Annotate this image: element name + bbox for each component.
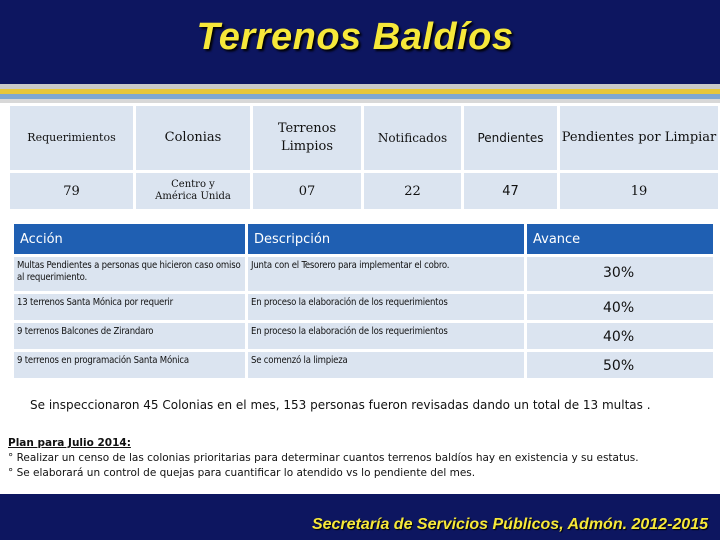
action-row-4-accion: 9 terrenos en programación Santa Mónica (14, 352, 245, 378)
stat-value-colonias: Centro y América Unida (136, 173, 250, 209)
stat-header-pendientes-por-limpiar: Pendientes por Limpiar (560, 106, 718, 170)
footer-text: Secretaría de Servicios Públicos, Admón. 2012-2015 (311, 516, 708, 533)
action-row-1-descripcion: Junta con el Tesorero para implementar el cobro. (248, 257, 524, 291)
stat-header-colonias: Colonias (136, 106, 250, 170)
stat-value-pendientes: 47 (464, 173, 557, 209)
stat-header-terrenos-limpios: Terrenos Limpios (253, 106, 361, 170)
stat-value-notificados: 22 (364, 173, 461, 209)
action-header-avance: Avance (527, 224, 713, 254)
action-row-4-descripcion: Se comenzó la limpieza (248, 352, 524, 378)
action-row-4-avance: 50% (527, 352, 713, 378)
action-row-3-avance: 40% (527, 323, 713, 349)
stat-header-requerimientos: Requerimientos (10, 106, 133, 170)
page-title: Terrenos Baldíos (196, 16, 514, 58)
stat-value-terrenos-limpios: 07 (253, 173, 361, 209)
action-row-1-avance: 30% (527, 257, 713, 291)
decorative-stripes (0, 84, 720, 106)
stripe-light (0, 99, 720, 103)
action-row-3-accion: 9 terrenos Balcones de Zirandaro (14, 323, 245, 349)
stat-header-pendientes: Pendientes (464, 106, 557, 170)
action-row-2-descripcion: En proceso la elaboración de los requerimientos (248, 294, 524, 320)
plan-title: Plan para Julio 2014: (8, 437, 131, 449)
plan-item: ° Realizar un censo de las colonias prioritarias para determinar cuantos terrenos baldíos hay en existencia y su estatus. (8, 452, 639, 464)
stat-value-pendientes-por-limpiar: 19 (560, 173, 718, 209)
action-row-2-accion: 13 terrenos Santa Mónica por requerir (14, 294, 245, 320)
action-header-descripcion: Descripción (248, 224, 524, 254)
plan-section (8, 436, 712, 481)
action-row-1-accion: Multas Pendientes a personas que hicieron caso omiso al requerimiento. (14, 257, 245, 291)
monthly-summary: Se inspeccionaron 45 Colonias en el mes, 153 personas fueron revisadas dando un total de 13 multas . (30, 398, 651, 412)
stat-value-requerimientos: 79 (10, 173, 133, 209)
action-header-accion: Acción (14, 224, 245, 254)
action-row-3-descripcion: En proceso la elaboración de los requerimientos (248, 323, 524, 349)
plan-item: ° Se elaborará un control de quejas para cuantificar lo atendido vs lo pendiente del mes. (8, 467, 476, 479)
action-row-2-avance: 40% (527, 294, 713, 320)
stat-header-notificados: Notificados (364, 106, 461, 170)
